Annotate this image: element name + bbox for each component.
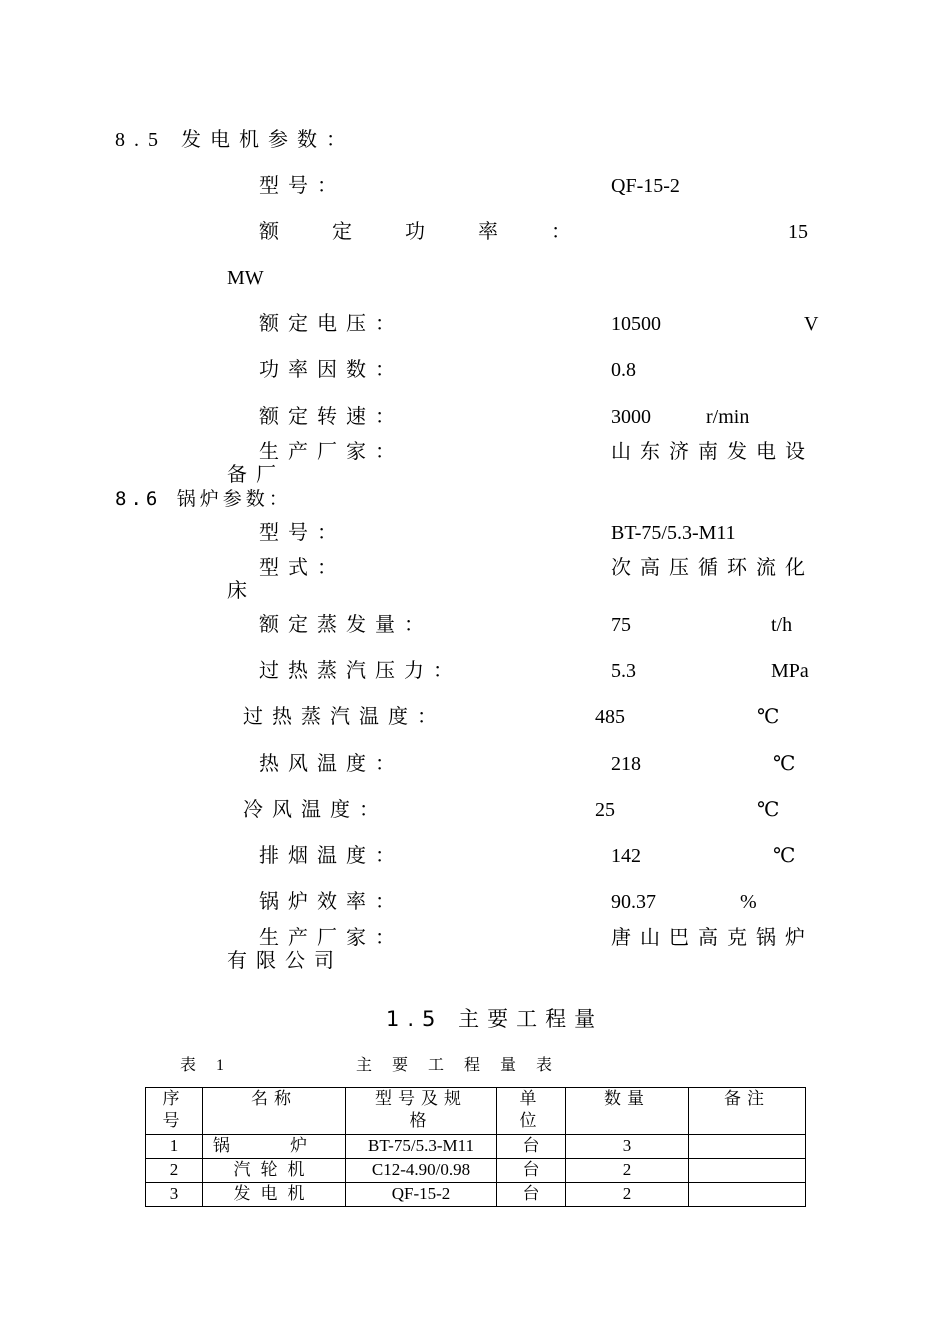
gen-model-label: 型号：	[259, 175, 346, 197]
boiler-press-label: 过热蒸汽压力：	[259, 660, 462, 682]
quantities-table	[145, 1087, 806, 1207]
gen-maker-value: 山东济南发电设	[611, 441, 814, 463]
cell-note	[689, 1135, 806, 1159]
table-row	[146, 1183, 806, 1207]
cell-qty: 2	[566, 1159, 689, 1183]
boiler-maker-label: 生产厂家：	[259, 927, 404, 949]
cell-qty: 3	[566, 1135, 689, 1159]
boiler-maker-value: 唐山巴高克锅炉	[611, 927, 814, 949]
boiler-eff-unit: %	[740, 891, 757, 913]
cell-unit: 台	[497, 1159, 566, 1183]
gen-power-value: 15	[788, 221, 808, 243]
cell-note	[689, 1159, 806, 1183]
boiler-heading: 8.6 锅炉参数：	[115, 488, 292, 510]
boiler-flue-value: 142	[611, 845, 641, 867]
boiler-steamtemp-label: 过热蒸汽温度：	[243, 706, 446, 728]
cell-name: 汽轮机	[203, 1159, 346, 1183]
cell-unit: 台	[497, 1135, 566, 1159]
boiler-hotair-unit: ℃	[773, 753, 796, 775]
header-unit: 单 位	[497, 1088, 566, 1135]
boiler-hotair-label: 热风温度：	[259, 753, 404, 775]
table-header-row	[146, 1088, 806, 1135]
gen-power-label: 额 定 功 率 ：	[259, 221, 595, 243]
table-caption-title: 主 要 工 程 量 表	[356, 1057, 561, 1074]
boiler-flue-unit: ℃	[773, 845, 796, 867]
boiler-hotair-value: 218	[611, 753, 641, 775]
cell-spec: QF-15-2	[346, 1183, 497, 1207]
gen-voltage-value: 10500	[611, 313, 661, 335]
cell-note	[689, 1183, 806, 1207]
cell-qty: 2	[566, 1183, 689, 1207]
boiler-steamtemp-value: 485	[595, 706, 625, 728]
boiler-coldair-unit: ℃	[757, 799, 780, 821]
gen-speed-label: 额定转速：	[259, 406, 404, 428]
cell-spec: C12-4.90/0.98	[346, 1159, 497, 1183]
boiler-steamtemp-unit: ℃	[757, 706, 780, 728]
table-row	[146, 1135, 806, 1159]
gen-pf-label: 功率因数：	[259, 359, 404, 381]
gen-maker-value-cont: 备厂	[227, 464, 285, 486]
boiler-model-label: 型号：	[259, 522, 346, 544]
boiler-type-value: 次高压循环流化	[611, 557, 814, 579]
cell-seq: 1	[146, 1135, 203, 1159]
boiler-eff-label: 锅炉效率：	[259, 891, 404, 913]
gen-speed-value: 3000	[611, 406, 651, 428]
boiler-coldair-label: 冷风温度：	[243, 799, 388, 821]
gen-voltage-unit: V	[804, 313, 819, 335]
boiler-coldair-value: 25	[595, 799, 615, 821]
gen-pf-value: 0.8	[611, 359, 636, 381]
boiler-press-value: 5.3	[611, 660, 636, 682]
boiler-evap-value: 75	[611, 614, 631, 636]
generator-heading: 8.5 发电机参数：	[115, 129, 355, 151]
cell-name: 锅 炉	[203, 1135, 346, 1159]
gen-model-value: QF-15-2	[611, 175, 680, 197]
cell-seq: 3	[146, 1183, 203, 1207]
table-caption-number: 表 1	[180, 1057, 233, 1074]
boiler-model-value: BT-75/5.3-M11	[611, 522, 736, 544]
header-seq: 序 号	[146, 1088, 203, 1135]
section-title: 1.5 主要工程量	[386, 1007, 604, 1031]
boiler-maker-value-cont: 有限公司	[227, 950, 343, 972]
boiler-evap-unit: t/h	[771, 614, 793, 636]
gen-voltage-label: 额定电压：	[259, 313, 404, 335]
header-note: 备注	[689, 1088, 806, 1135]
boiler-type-label: 型式：	[259, 557, 346, 579]
boiler-flue-label: 排烟温度：	[259, 845, 404, 867]
boiler-eff-value: 90.37	[611, 891, 656, 913]
gen-speed-unit: r/min	[706, 406, 750, 428]
header-spec: 型号及规 格	[346, 1088, 497, 1135]
boiler-type-value-cont: 床	[227, 580, 247, 602]
table-row	[146, 1159, 806, 1183]
boiler-press-unit: MPa	[771, 660, 809, 682]
cell-unit: 台	[497, 1183, 566, 1207]
header-qty: 数量	[566, 1088, 689, 1135]
cell-spec: BT-75/5.3-M11	[346, 1135, 497, 1159]
header-name: 名称	[203, 1088, 346, 1135]
boiler-evap-label: 额定蒸发量：	[259, 614, 433, 636]
gen-power-unit: MW	[227, 267, 264, 289]
cell-seq: 2	[146, 1159, 203, 1183]
gen-maker-label: 生产厂家：	[259, 441, 404, 463]
cell-name: 发电机	[203, 1183, 346, 1207]
